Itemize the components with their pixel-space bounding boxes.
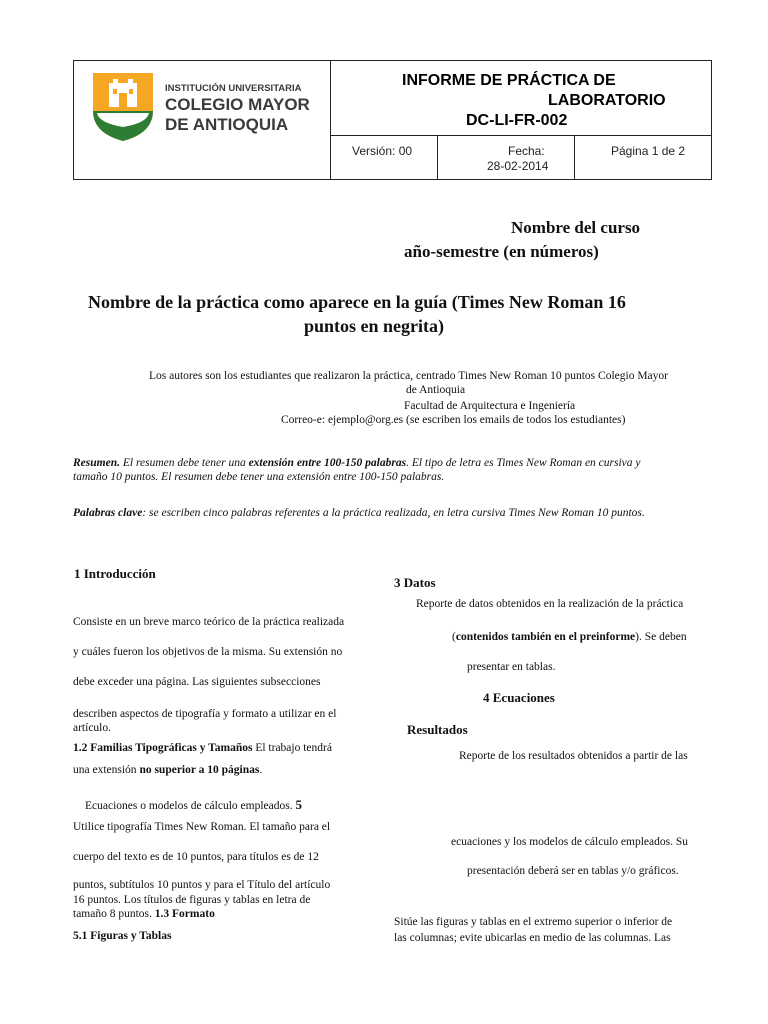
body-text: Reporte de datos obtenidos en la realización de la práctica <box>416 598 684 610</box>
body-text: Sitúe las figuras y tablas en el extremo superior o inferior de <box>394 916 673 928</box>
abstract-text: El resumen debe tener una <box>119 457 249 469</box>
body-text: cuerpo del texto es de 10 puntos, para títulos es de 12 <box>73 851 319 863</box>
logo-text-line: COLEGIO MAYOR <box>165 95 310 114</box>
body-text: ( <box>452 631 456 643</box>
header-divider <box>574 135 575 179</box>
email-line: Correo-e: ejemplo@org.es (se escriben los emails de todos los estudiantes) <box>281 414 626 426</box>
body-text: ). Se deben <box>635 631 687 643</box>
section-heading-resultados: Resultados <box>407 722 468 737</box>
body-text: Utilice tipografía Times New Roman. El tamaño para el <box>73 821 331 833</box>
body-text: presentación deberá ser en tablas y/o gráficos. <box>467 865 679 877</box>
body-text: una extensión <box>73 764 140 776</box>
subsection-heading: 1.3 Formato <box>151 908 215 920</box>
logo-text-line: DE ANTIOQUIA <box>165 115 289 134</box>
body-text <box>85 797 302 813</box>
subsection-heading: 5.1 Figuras y Tablas <box>73 930 172 942</box>
document-header-table <box>73 60 712 180</box>
body-text: ecuaciones y los modelos de cálculo empleados. Su <box>451 836 688 848</box>
section-number: 5 <box>295 797 302 812</box>
body-text: y cuáles fueron los objetivos de la misma. Su extensión no <box>73 646 343 658</box>
page-number-cell: Página 1 de 2 <box>611 144 686 158</box>
body-text: Reporte de los resultados obtenidos a partir de las <box>459 750 688 762</box>
keywords-text: : se escriben cinco palabras referentes a la práctica realizada, en letra cursiva Times New Roman 10 puntos. <box>142 507 645 519</box>
practice-title: puntos en negrita) <box>304 316 445 336</box>
abstract-label: Resumen. <box>73 457 120 469</box>
date-value: 28-02-2014 <box>487 159 549 173</box>
logo-text-line: INSTITUCIÓN UNIVERSITARIA <box>165 83 302 94</box>
header-divider <box>330 61 331 179</box>
version-cell: Versión: 00 <box>352 144 413 158</box>
body-text <box>73 908 215 920</box>
course-name: Nombre del curso <box>511 218 641 237</box>
body-text: Consiste en un breve marco teórico de la práctica realizada <box>73 616 345 628</box>
authors-line: Los autores son los estudiantes que realizaron la práctica, centrado Times New Roman 10 puntos Colegio Mayor <box>149 370 668 382</box>
practice-title: Nombre de la práctica como aparece en la guía (Times New Roman 16 <box>88 292 626 312</box>
keywords-paragraph <box>73 507 645 519</box>
body-text: artículo. <box>73 722 111 734</box>
abstract-text: tamaño 10 puntos. El resumen debe tener una extensión entre 100-150 palabras. <box>73 471 445 483</box>
abstract-text: . El tipo de letra es Times New Roman en cursiva y <box>406 457 641 469</box>
authors-line: de Antioquia <box>406 384 466 396</box>
section-heading-ecuaciones: 4 Ecuaciones <box>483 690 555 705</box>
institution-logo <box>89 71 329 141</box>
body-text: . <box>259 764 263 776</box>
body-text: 16 puntos. Los títulos de figuras y tablas en letra de <box>73 894 311 906</box>
subsection-paragraph <box>73 742 332 754</box>
body-text <box>73 764 262 776</box>
course-term: año-semestre (en números) <box>404 242 599 261</box>
abstract-paragraph <box>73 457 641 469</box>
body-emphasis: no superior a 10 páginas <box>139 764 260 776</box>
body-text: El trabajo tendrá <box>252 742 332 754</box>
keywords-label: Palabras clave <box>73 507 143 519</box>
section-heading-introduction: 1 Introducción <box>74 566 156 581</box>
header-divider <box>437 135 438 179</box>
body-text: Ecuaciones o modelos de cálculo empleados. <box>85 800 293 812</box>
body-text: debe exceder una página. Las siguientes subsecciones <box>73 676 321 688</box>
abstract-emphasis: extensión entre 100-150 palabras <box>248 457 407 469</box>
body-text: puntos, subtítulos 10 puntos y para el Título del artículo <box>73 879 331 891</box>
subsection-heading: 1.2 Familias Tipográficas y Tamaños <box>73 742 253 754</box>
date-label: Fecha: <box>508 144 545 158</box>
report-title <box>332 69 712 139</box>
document-code: DC-LI-FR-002 <box>466 112 568 129</box>
body-emphasis: contenidos también en el preinforme <box>455 631 636 643</box>
body-text: las columnas; evite ubicarlas en medio de las columnas. Las <box>394 932 671 944</box>
body-text: presentar en tablas. <box>467 661 556 673</box>
report-title-line: LABORATORIO <box>548 92 666 109</box>
body-text <box>452 631 687 643</box>
report-title-line: INFORME DE PRÁCTICA DE <box>402 72 616 89</box>
section-heading-datos: 3 Datos <box>394 575 436 590</box>
affiliation-line: Facultad de Arquitectura e Ingeniería <box>404 400 576 412</box>
body-text: tamaño 8 puntos. <box>73 908 152 920</box>
body-text: describen aspectos de tipografía y formato a utilizar en el <box>73 708 337 720</box>
